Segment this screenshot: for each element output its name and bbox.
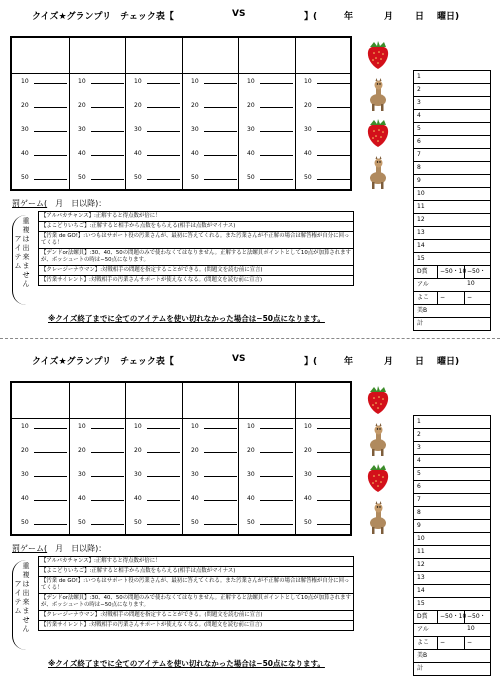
grid-answer-line[interactable] (204, 83, 237, 84)
side-label-top: 重複は出来ません (22, 217, 30, 288)
score-row-label: 14 (417, 587, 425, 594)
score-grid (10, 36, 352, 191)
score-row (414, 481, 490, 494)
item-entry: 【よこどりいちご】:正解すると相手から点数をもらえる(相手は点数がマイナス) (39, 567, 353, 577)
grid-point-label: 30 (247, 471, 255, 478)
item-entry: 【デンドor法螺貝】:30、40、50の問題のみで使わなくてはなりません。正解すると法螺貝ポイントとして10点が加算されますが、ボッシュートの時は−50点になります。 (39, 594, 353, 611)
score-value-b: −50・10 (467, 613, 486, 632)
title-day: 日 (415, 357, 425, 367)
grid-point-label: 20 (191, 447, 199, 454)
score-row-label: 5 (417, 470, 421, 477)
grid-point-label: 20 (304, 447, 312, 454)
score-row-label: アル (417, 281, 429, 288)
item-entry: 【クレージーナウマン】:対戦相手の問題を指定することができる。(問題文を読む前に宣言) (39, 266, 353, 276)
item-entry: 【汚業サイレント】:対戦相手の汚業さんサポートが使えなくなる。(問題文を読む前に宣言) (41, 277, 263, 283)
score-value-b: − (467, 294, 473, 301)
grid-column-divider (69, 38, 70, 189)
score-value-a: − (440, 294, 446, 301)
grid-point-label: 40 (78, 495, 86, 502)
item-entry: 【よこどりいちご】:正解すると相手から点数をもらえる(相手は点数がマイナス) (39, 222, 353, 232)
grid-point-label: 20 (247, 102, 255, 109)
grid-answer-line[interactable] (204, 131, 237, 132)
score-row (414, 149, 490, 162)
grid-answer-line[interactable] (260, 476, 293, 477)
score-row (414, 624, 490, 637)
score-row (414, 136, 490, 149)
warning-note: ※クイズ終了までに全てのアイテムを使い切れなかった場合は−50点になります。 (48, 314, 325, 323)
grid-answer-line[interactable] (91, 155, 124, 156)
grid-answer-line[interactable] (317, 476, 350, 477)
item-list (12, 556, 354, 655)
score-row-label: 11 (417, 203, 425, 210)
grid-point-label: 30 (78, 471, 86, 478)
score-value-a: − (440, 639, 446, 646)
score-row (414, 175, 490, 188)
item-entry: 【汚業サイレント】:対戦相手の汚業さんサポートが使えなくなる。(問題文を読む前に宣言) (41, 622, 263, 628)
title-day: 日 (415, 12, 425, 22)
score-row-label: D賞 (417, 613, 428, 620)
grid-answer-line[interactable] (204, 476, 237, 477)
grid-point-label: 20 (191, 102, 199, 109)
title-month: 月 (384, 357, 394, 367)
score-row (414, 71, 490, 84)
grid-point-label: 10 (78, 78, 86, 85)
grid-answer-line[interactable] (91, 83, 124, 84)
grid-answer-line[interactable] (34, 428, 67, 429)
side-label-bottom: アイテム (14, 580, 22, 615)
grid-answer-line[interactable] (147, 155, 180, 156)
grid-point-label: 20 (304, 102, 312, 109)
score-row-label: 5 (417, 125, 421, 132)
score-row-label: 1 (417, 418, 421, 425)
grid-point-label: 10 (247, 423, 255, 430)
grid-answer-line[interactable] (34, 83, 67, 84)
score-row-label: 6 (417, 483, 421, 490)
score-row-label: 13 (417, 574, 425, 581)
score-tally-column (413, 70, 491, 331)
score-row-label: 4 (417, 457, 421, 464)
score-row (414, 305, 490, 318)
grid-point-label: 40 (21, 150, 29, 157)
grid-point-label: 20 (78, 102, 86, 109)
score-row (414, 123, 490, 136)
grid-answer-line[interactable] (34, 452, 67, 453)
grid-point-label: 30 (134, 471, 142, 478)
score-row-label: 8 (417, 164, 421, 171)
grid-answer-line[interactable] (147, 524, 180, 525)
penalty-blank (47, 544, 55, 553)
score-value-a: −50・10 (440, 268, 467, 275)
grid-point-label: 50 (247, 519, 255, 526)
title-weekday: 曜日) (437, 12, 460, 22)
score-row-label: 1 (417, 73, 421, 80)
item-entry: 【汚業 de GO!】:いつもはサポート役の汚業さんが、最初に答えてくれる。また汚業さんが不正解の場合は解答権が自分に回ってくる！ (39, 577, 353, 594)
score-row-label: 美B (417, 307, 428, 314)
score-row (414, 240, 490, 253)
score-divider (464, 292, 465, 304)
grid-point-label: 30 (134, 126, 142, 133)
grid-column-divider (182, 383, 183, 534)
grid-point-label: 10 (21, 78, 29, 85)
title-year: 年 (344, 357, 354, 367)
title-year: 年 (344, 12, 354, 22)
grid-answer-line[interactable] (34, 179, 67, 180)
penalty-label: 罰ゲーム( (12, 544, 48, 553)
grid-point-label: 10 (247, 78, 255, 85)
grid-answer-line[interactable] (34, 107, 67, 108)
item-box (38, 556, 354, 631)
grid-point-label: 40 (304, 495, 312, 502)
score-row-label: 美B (417, 652, 428, 659)
item-entry: 【デンドor法螺貝】:30、40、50の問題のみで使わなくてはなりません。正解すると法螺貝ポイントとして10点が加算されますが、ボッシュートの時は−50点になります。 (39, 249, 353, 266)
grid-answer-line[interactable] (260, 83, 293, 84)
grid-header-divider (12, 73, 350, 74)
grid-answer-line[interactable] (204, 452, 237, 453)
grid-answer-line[interactable] (147, 476, 180, 477)
grid-answer-line[interactable] (34, 476, 67, 477)
score-row (414, 572, 490, 585)
grid-answer-line[interactable] (91, 524, 124, 525)
score-row-label: 10 (417, 535, 425, 542)
alpaca-icon (365, 501, 391, 539)
check-sheet (0, 0, 500, 330)
grid-answer-line[interactable] (317, 428, 350, 429)
strawberry-icon (365, 40, 391, 74)
grid-answer-line[interactable] (147, 131, 180, 132)
score-row-label: 11 (417, 548, 425, 555)
grid-point-label: 10 (78, 423, 86, 430)
score-row-label: 9 (417, 177, 421, 184)
score-row-label: 7 (417, 496, 421, 503)
grid-point-label: 10 (304, 423, 312, 430)
score-row-label: 12 (417, 216, 425, 223)
grid-answer-line[interactable] (34, 524, 67, 525)
score-row-label: アル (417, 626, 429, 633)
score-tally-column (413, 415, 491, 676)
grid-answer-line[interactable] (260, 107, 293, 108)
title-vs: VS (232, 9, 246, 19)
grid-column-divider (238, 38, 239, 189)
grid-column-divider (125, 383, 126, 534)
score-row-label: 計 (417, 665, 424, 672)
score-row-label: 15 (417, 255, 425, 262)
score-row-label: 12 (417, 561, 425, 568)
score-row-label: D賞 (417, 268, 428, 275)
title-weekday: 曜日) (437, 357, 460, 367)
grid-point-label: 20 (134, 447, 142, 454)
score-row-label: 3 (417, 444, 421, 451)
grid-point-label: 30 (247, 126, 255, 133)
grid-answer-line[interactable] (260, 524, 293, 525)
side-label-top: 重複は出来ません (22, 562, 30, 633)
grid-answer-line[interactable] (91, 452, 124, 453)
grid-answer-line[interactable] (204, 179, 237, 180)
score-row-label: 2 (417, 431, 421, 438)
item-entry: 【アルバカチャンス】:正解すると得点数が倍に！ (39, 212, 353, 222)
grid-answer-line[interactable] (91, 476, 124, 477)
strawberry-icon (365, 385, 391, 419)
title-month: 月 (384, 12, 394, 22)
score-row-label: 6 (417, 138, 421, 145)
score-row (414, 585, 490, 598)
item-list (12, 211, 354, 310)
score-row (414, 546, 490, 559)
grid-answer-line[interactable] (34, 500, 67, 501)
grid-column-divider (295, 383, 296, 534)
score-row (414, 292, 490, 305)
score-row-label: 4 (417, 112, 421, 119)
grid-point-label: 10 (304, 78, 312, 85)
grid-answer-line[interactable] (91, 428, 124, 429)
grid-answer-line[interactable] (260, 131, 293, 132)
grid-answer-line[interactable] (204, 155, 237, 156)
score-row (414, 227, 490, 240)
score-row-label: よこ (417, 294, 430, 301)
title-main: クイズ★グランプリ チェック表【 (32, 357, 174, 367)
grid-point-label: 40 (78, 150, 86, 157)
grid-answer-line[interactable] (147, 452, 180, 453)
grid-answer-line[interactable] (34, 131, 67, 132)
grid-point-label: 20 (247, 447, 255, 454)
score-row-label: 15 (417, 600, 425, 607)
score-row (414, 429, 490, 442)
side-label-bottom: アイテム (14, 235, 22, 270)
grid-column-divider (295, 38, 296, 189)
score-row-label: 10 (417, 190, 425, 197)
grid-answer-line[interactable] (317, 179, 350, 180)
grid-point-label: 20 (78, 447, 86, 454)
score-row-label: 2 (417, 86, 421, 93)
strawberry-icon (365, 118, 391, 152)
score-row (414, 97, 490, 110)
grid-answer-line[interactable] (204, 500, 237, 501)
score-row (414, 663, 490, 675)
penalty-game-line (12, 198, 106, 209)
score-row (414, 455, 490, 468)
penalty-label: 罰ゲーム( (12, 199, 48, 208)
grid-point-label: 40 (134, 150, 142, 157)
grid-answer-line[interactable] (91, 131, 124, 132)
grid-answer-line[interactable] (91, 500, 124, 501)
grid-point-label: 50 (134, 174, 142, 181)
grid-answer-line[interactable] (204, 107, 237, 108)
grid-answer-line[interactable] (204, 428, 237, 429)
penalty-day: 日以降)： (71, 199, 107, 208)
score-divider (437, 611, 438, 623)
grid-answer-line[interactable] (204, 524, 237, 525)
grid-answer-line[interactable] (317, 155, 350, 156)
grid-point-label: 30 (191, 471, 199, 478)
score-row (414, 650, 490, 663)
grid-point-label: 10 (191, 78, 199, 85)
score-divider (437, 637, 438, 649)
grid-answer-line[interactable] (147, 500, 180, 501)
grid-point-label: 10 (134, 423, 142, 430)
grid-point-label: 30 (191, 126, 199, 133)
grid-answer-line[interactable] (260, 428, 293, 429)
grid-point-label: 50 (21, 174, 29, 181)
score-divider (464, 637, 465, 649)
score-row (414, 214, 490, 227)
score-row-label: よこ (417, 639, 430, 646)
score-row-label: 13 (417, 229, 425, 236)
score-row (414, 201, 490, 214)
score-value-a: −50・10 (440, 613, 467, 620)
strawberry-icon (365, 463, 391, 497)
grid-point-label: 40 (191, 495, 199, 502)
grid-point-label: 50 (21, 519, 29, 526)
grid-point-label: 50 (134, 519, 142, 526)
grid-answer-line[interactable] (147, 107, 180, 108)
score-row (414, 637, 490, 650)
grid-answer-line[interactable] (260, 452, 293, 453)
grid-answer-line[interactable] (260, 179, 293, 180)
grid-point-label: 30 (304, 126, 312, 133)
score-grid (10, 381, 352, 536)
grid-point-label: 30 (21, 471, 29, 478)
grid-point-label: 20 (21, 447, 29, 454)
grid-header-divider (12, 418, 350, 419)
grid-answer-line[interactable] (317, 83, 350, 84)
score-row (414, 494, 490, 507)
grid-point-label: 40 (304, 150, 312, 157)
title-close: 】( (304, 12, 318, 22)
grid-point-label: 30 (21, 126, 29, 133)
grid-answer-line[interactable] (317, 131, 350, 132)
warning-note: ※クイズ終了までに全てのアイテムを使い切れなかった場合は−50点になります。 (48, 659, 325, 668)
score-row (414, 507, 490, 520)
item-entry: 【汚業 de GO!】:いつもはサポート役の汚業さんが、最初に答えてくれる。また汚業さんが不正解の場合は解答権が自分に回ってくる！ (39, 232, 353, 249)
score-row (414, 520, 490, 533)
score-row-label: 計 (417, 320, 424, 327)
score-row (414, 162, 490, 175)
grid-point-label: 50 (78, 174, 86, 181)
alpaca-icon (365, 156, 391, 194)
score-row (414, 416, 490, 429)
grid-point-label: 10 (191, 423, 199, 430)
grid-answer-line[interactable] (91, 107, 124, 108)
score-row (414, 559, 490, 572)
grid-point-label: 40 (134, 495, 142, 502)
title-close: 】( (304, 357, 318, 367)
score-row (414, 110, 490, 123)
score-value-b: − (467, 639, 473, 646)
title-vs: VS (232, 354, 246, 364)
grid-answer-line[interactable] (147, 428, 180, 429)
grid-column-divider (182, 38, 183, 189)
penalty-game-line (12, 543, 106, 554)
grid-point-label: 50 (78, 519, 86, 526)
title-main: クイズ★グランプリ チェック表【 (32, 12, 174, 22)
grid-answer-line[interactable] (34, 155, 67, 156)
penalty-blank (63, 199, 71, 208)
grid-point-label: 40 (247, 150, 255, 157)
grid-point-label: 10 (134, 78, 142, 85)
penalty-month: 月 (55, 544, 64, 553)
grid-answer-line[interactable] (260, 500, 293, 501)
grid-answer-line[interactable] (260, 155, 293, 156)
grid-point-label: 50 (304, 174, 312, 181)
score-value-b: −50・10 (467, 268, 486, 287)
item-box (38, 211, 354, 286)
score-row (414, 279, 490, 292)
score-row (414, 84, 490, 97)
item-entry: 【アルバカチャンス】:正解すると得点数が倍に！ (39, 557, 353, 567)
grid-point-label: 10 (21, 423, 29, 430)
penalty-blank (63, 544, 71, 553)
grid-answer-line[interactable] (317, 452, 350, 453)
score-row-label: 3 (417, 99, 421, 106)
grid-point-label: 40 (191, 150, 199, 157)
grid-answer-line[interactable] (317, 107, 350, 108)
score-row (414, 253, 490, 266)
penalty-blank (47, 199, 55, 208)
score-row-label: 7 (417, 151, 421, 158)
grid-point-label: 30 (78, 126, 86, 133)
score-row (414, 533, 490, 546)
score-divider (437, 292, 438, 304)
grid-point-label: 40 (247, 495, 255, 502)
score-row (414, 598, 490, 611)
grid-point-label: 20 (134, 102, 142, 109)
item-entry: 【クレージーナウマン】:対戦相手の問題を指定することができる。(問題文を読む前に宣言) (39, 611, 353, 621)
grid-point-label: 50 (191, 174, 199, 181)
score-row-label: 9 (417, 522, 421, 529)
cut-line (0, 338, 500, 339)
grid-point-label: 50 (304, 519, 312, 526)
score-row (414, 468, 490, 481)
grid-answer-line[interactable] (91, 179, 124, 180)
grid-point-label: 30 (304, 471, 312, 478)
score-row (414, 442, 490, 455)
grid-column-divider (69, 383, 70, 534)
alpaca-icon (365, 78, 391, 116)
score-row-label: 8 (417, 509, 421, 516)
grid-point-label: 40 (21, 495, 29, 502)
penalty-day: 日以降)： (71, 544, 107, 553)
score-row (414, 188, 490, 201)
score-row-label: 14 (417, 242, 425, 249)
grid-point-label: 20 (21, 102, 29, 109)
check-sheet (0, 345, 500, 675)
penalty-month: 月 (55, 199, 64, 208)
grid-column-divider (125, 38, 126, 189)
score-row (414, 318, 490, 330)
grid-column-divider (238, 383, 239, 534)
grid-answer-line[interactable] (147, 179, 180, 180)
score-divider (437, 266, 438, 278)
grid-answer-line[interactable] (147, 83, 180, 84)
grid-answer-line[interactable] (317, 500, 350, 501)
grid-point-label: 50 (191, 519, 199, 526)
grid-answer-line[interactable] (317, 524, 350, 525)
grid-point-label: 50 (247, 174, 255, 181)
alpaca-icon (365, 423, 391, 461)
